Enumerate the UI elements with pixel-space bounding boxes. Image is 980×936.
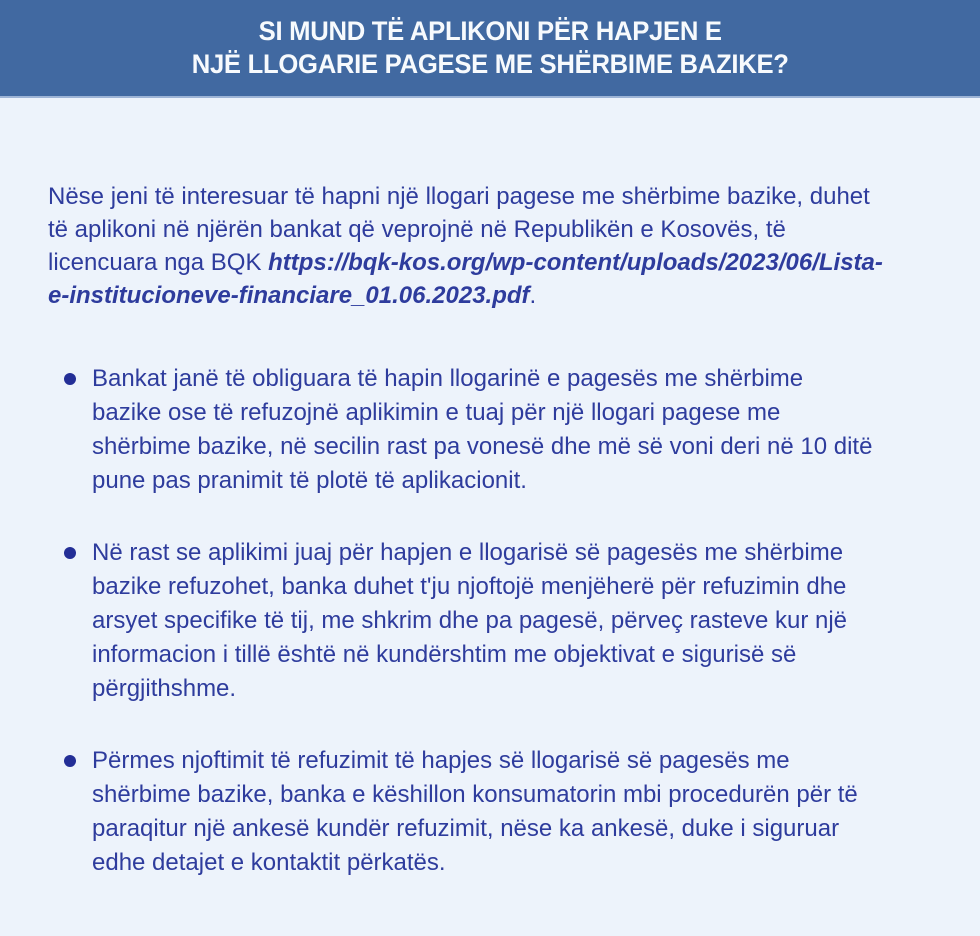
bullet-dot-icon <box>64 373 76 385</box>
bullet-text: Bankat janë të obliguara të hapin llogarinë e pagesës me shërbime bazike ose të refuzojnë aplikimin e tuaj për një llogari pagese me shërbime bazike, në secilin rast pa vonesë dhe më së voni deri në 10 ditë pune pas pranimit të plotë të aplikacionit. <box>92 365 873 494</box>
list-item <box>64 362 908 498</box>
bullet-list <box>48 362 908 880</box>
page-title <box>192 15 789 81</box>
bullet-dot-icon <box>64 547 76 559</box>
bullet-dot-icon <box>64 755 76 767</box>
page-title-line-1: SI MUND TË APLIKONI PËR HAPJEN E <box>258 16 722 46</box>
bullet-text: Përmes njoftimit të refuzimit të hapjes së llogarisë së pagesës me shërbime bazike, banka e këshillon konsumatorin mbi procedurën për të paraqitur një ankesë kundër refuzimit, nëse ka ankesë, duke i siguruar edhe detajet e kontaktit përkatës. <box>92 747 858 876</box>
intro-text-after-link: . <box>529 282 537 309</box>
list-item <box>64 744 908 880</box>
bullet-text: Në rast se aplikimi juaj për hapjen e llogarisë së pagesës me shërbime bazike refuzohet, banka duhet t'ju njoftojë menjëherë për refuzimin dhe arsyet specifike të tij, me shkrim dhe pa pagesë, përveç rasteve kur një informacion i tillë është në kundërshtim me objektivat e sigurisë së përgjithshme. <box>92 539 848 702</box>
pdf-link[interactable]: https://bqk-kos.org/wp-content/uploads/2023/06/Lista-e-institucioneve-financiare_01.06.2023.pdf <box>48 249 883 309</box>
list-item <box>64 536 908 706</box>
content-area <box>0 98 980 880</box>
intro-text-before-link: Nëse jeni të interesuar të hapni një llogari pagese me shërbime bazike, duhet të aplikoni në njërën bankat që veprojnë në Republikën e Kosovës, të licencuara nga BQK <box>48 183 870 276</box>
intro-paragraph <box>48 180 893 312</box>
page-title-line-2: NJË LLOGARIE PAGESE ME SHËRBIME BAZIKE? <box>191 49 789 79</box>
header-banner <box>0 0 980 98</box>
